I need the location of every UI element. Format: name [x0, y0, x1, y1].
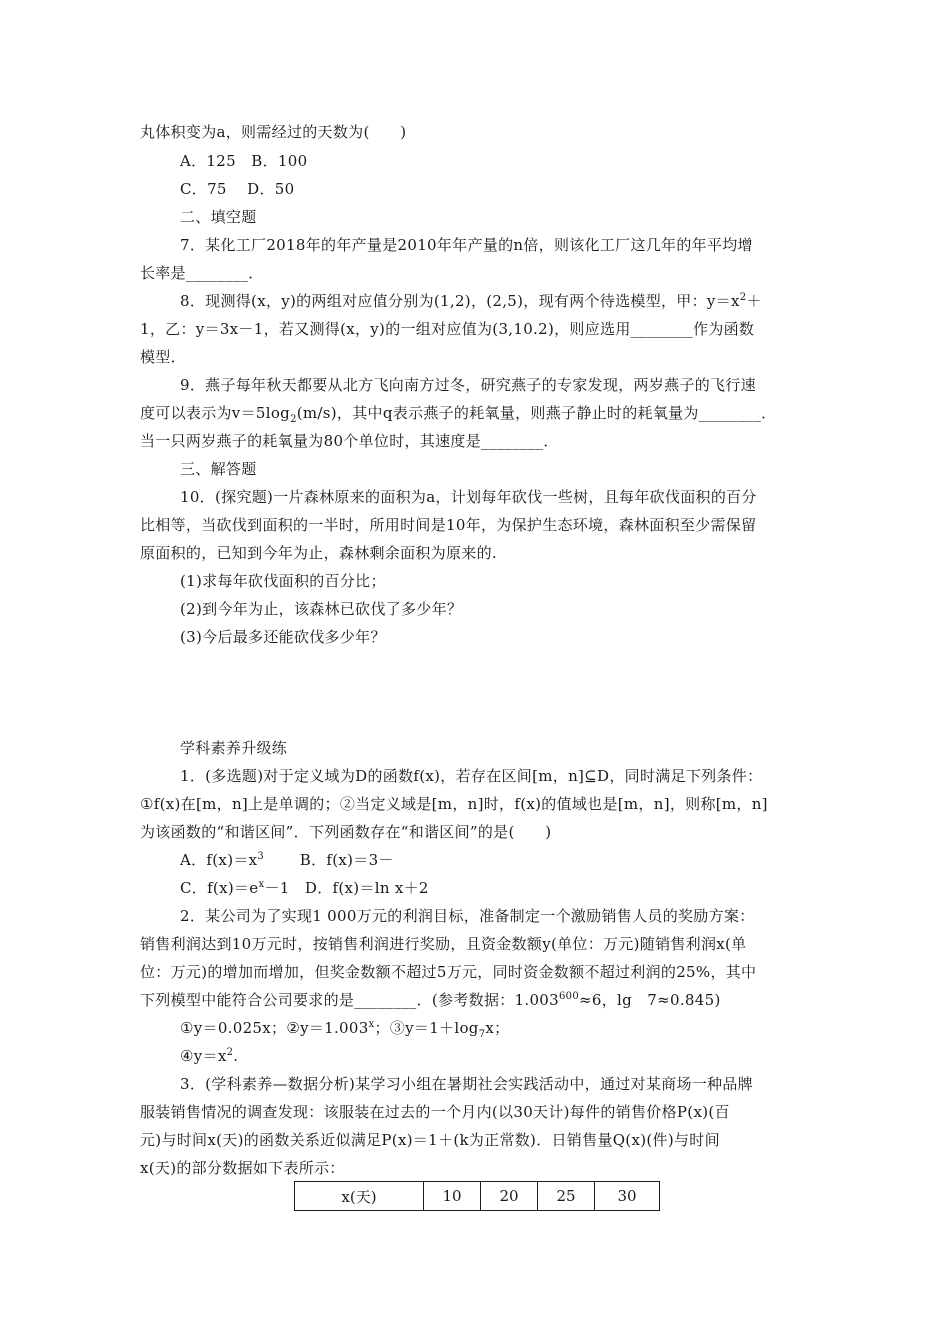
table-cell: 30: [595, 1182, 660, 1211]
question-7: 7．某化工厂2018年的年产量是2010年年产量的n倍，则该化工厂这几年的年平均增: [180, 236, 753, 254]
question-10: 10．(探究题)一片森林原来的面积为a，计划每年砍伐一些树，且每年砍伐面积的百分: [180, 488, 757, 506]
table-cell: 10: [424, 1182, 481, 1211]
text-line: 比相等，当砍伐到面积的一半时，所用时间是10年，为保护生态环境，森林面积至少需保留: [140, 516, 757, 534]
table-row: [295, 1182, 660, 1211]
question-9: 9．燕子每年秋天都要从北方飞向南方过冬，研究燕子的专家发现，两岁燕子的飞行速: [180, 376, 756, 394]
question-1: 1．(多选题)对于定义域为D的函数f(x)，若存在区间[m，n]⊆D，同时满足下列条件：: [180, 767, 763, 785]
text-line: 长率是________．: [140, 264, 264, 282]
text-line: x(天)的部分数据如下表所示：: [140, 1159, 345, 1177]
section-heading: 三、解答题: [180, 460, 257, 478]
text-line: 原面积的，已知到今年为止，森林剩余面积为原来的.: [140, 544, 497, 562]
text-line: 位：万元)的增加而增加，但奖金数额不超过5万元，同时资金数额不超过利润的25%，其中: [140, 963, 757, 981]
sub-question: (3)今后最多还能砍伐多少年？: [180, 628, 386, 646]
text-line: 销售利润达到10万元时，按销售利润进行奖励，且资金数额y(单位：万元)随销售利润x(单: [140, 935, 747, 953]
question-3: 3．(学科素养—数据分析)某学习小组在暑期社会实践活动中，通过对某商场一种品牌: [180, 1075, 753, 1093]
text-line: 1，乙：y＝3x－1，若又测得(x，y)的一组对应值为(3,10.2)，则应选用________作为函数: [140, 320, 755, 338]
text-line: ①f(x)在[m，n]上是单调的；②当定义域是[m，n]时，f(x)的值域也是[m，n]，则称[m，n]: [140, 795, 768, 813]
text-line: 元)与时间x(天)的函数关系近似满足P(x)＝1＋(k为正常数)．日销售量Q(x)(件)与时间: [140, 1131, 720, 1149]
question-2: 2．某公司为了实现1 000万元的利润目标，准备制定一个激励销售人员的奖励方案：: [180, 907, 755, 925]
text-line: 度可以表示为$v=5\log_2(m/s)$，其中q表示燕子的耗氧量，则燕子静止时的耗氧量为________．: [140, 404, 777, 425]
text-line: 服装销售情况的调查发现：该服装在过去的一个月内(以30天计)每件的销售价格P(x)(百: [140, 1103, 730, 1121]
option-line: C．75 D．50: [180, 180, 295, 198]
text-line: 模型．: [140, 348, 186, 366]
data-table: [294, 1181, 660, 1211]
text-line: 下列模型中能符合公司要求的是________．(参考数据：$1.003^{600}\approx 6$，lg 7≈0.845): [140, 991, 721, 1009]
text-line: 丸体积变为a，则需经过的天数为( ): [140, 123, 407, 141]
text-line: 当一只两岁燕子的耗氧量为80个单位时，其速度是________．: [140, 432, 559, 450]
question-8: 8．现测得(x，y)的两组对应值分别为(1,2)，(2,5)，现有两个待选模型，甲：$y=x^2+$: [180, 292, 762, 310]
table-cell: 20: [481, 1182, 538, 1211]
option-line: A．125 B．100: [180, 152, 308, 170]
option-line: A．$f(x)=x^3$ B．f(x)＝3－: [180, 851, 394, 869]
option-line: $④y=x^2$.: [180, 1047, 239, 1065]
option-line: ①y＝0.025x；$②y=1.003^x$；$③y=1+\log_7x$；: [180, 1019, 510, 1040]
table-cell: 25: [538, 1182, 595, 1211]
section-heading: 二、填空题: [180, 208, 257, 226]
table-header-cell: x(天): [295, 1182, 424, 1211]
section-heading: 学科素养升级练: [180, 739, 288, 757]
text-line: 为该函数的“和谐区间”．下列函数存在“和谐区间”的是( ): [140, 823, 552, 841]
sub-question: (2)到今年为止，该森林已砍伐了多少年？: [180, 600, 463, 618]
sub-question: (1)求每年砍伐面积的百分比；: [180, 572, 386, 590]
option-line: C．$f(x)=e^x-1$ D．f(x)＝ln x＋2: [180, 879, 429, 897]
